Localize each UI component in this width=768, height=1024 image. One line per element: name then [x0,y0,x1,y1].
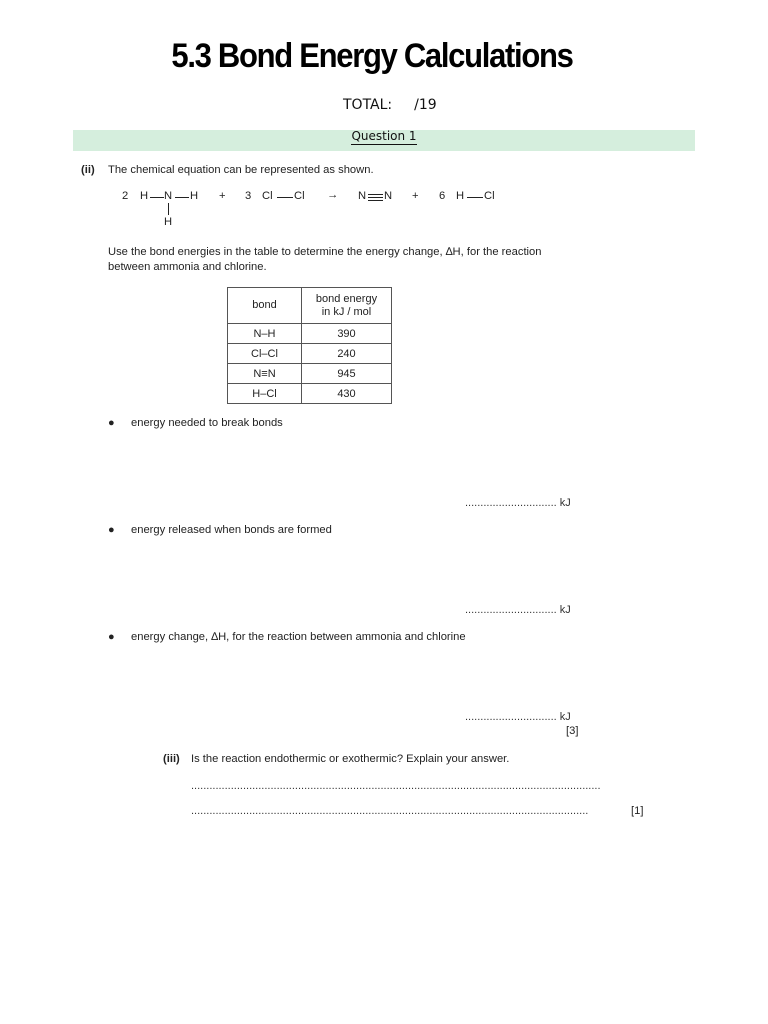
bullet-icon: ● [108,417,115,429]
question-label-text: Question 1 [351,129,417,143]
eq-n-right: N [384,190,393,202]
eq-hcl-cl: Cl [484,190,495,202]
eq-cl-right: Cl [294,190,305,202]
eq-n-left: N [358,190,367,202]
eq-plus: + [219,190,226,202]
table-header-energy-line2: in kJ / mol [321,305,372,318]
table-row [228,384,392,404]
bond-line [175,197,189,198]
part-ii-number: (ii) [81,164,95,176]
table-cell-energy: 240 [302,344,392,364]
instruction-line-2: between ammonia and chlorine. [108,261,267,273]
answer-line-form-bonds[interactable]: .............................. kJ [465,604,571,616]
table-row [228,344,392,364]
total-label: TOTAL: [343,97,393,113]
eq-coef-ammonia: 2 [122,190,129,202]
answer-line-break-bonds[interactable]: .............................. kJ [465,497,571,509]
bond-line [150,197,164,198]
triple-bond-line [368,200,383,201]
table-cell-bond: H–Cl [228,384,302,404]
table-cell-energy: 390 [302,324,392,344]
bullet-text-break-bonds: energy needed to break bonds [131,417,283,429]
total-score [343,97,437,113]
part-iii-number: (iii) [163,753,180,765]
eq-plus: + [412,190,419,202]
bullet-icon: ● [108,524,115,536]
bond-line [277,197,293,198]
table-cell-energy: 430 [302,384,392,404]
table-header-bond: bond [228,288,302,324]
instruction-line-1: Use the bond energies in the table to determine the energy change, ∆H, for the reaction [108,246,542,258]
table-row [228,324,392,344]
bullet-text-energy-change: energy change, ∆H, for the reaction between ammonia and chlorine [131,631,466,643]
part-iii-question: Is the reaction endothermic or exothermic? Explain your answer. [191,753,510,765]
table-header-energy [302,288,392,324]
eq-ammonia-h-right: H [190,190,199,202]
table-cell-energy: 945 [302,364,392,384]
table-header-energy-line1: bond energy [315,292,378,305]
question-label [73,129,695,145]
total-marks: /19 [414,97,437,113]
bond-energy-table [227,287,392,404]
eq-ammonia-h-below: H [164,216,173,228]
eq-coef-chlorine: 3 [245,190,252,202]
triple-bond-line [368,197,383,198]
eq-ammonia-n: N [164,190,173,202]
answer-line-energy-change[interactable]: .............................. kJ [465,711,571,723]
part-ii-intro: The chemical equation can be represented as shown. [108,164,374,176]
table-cell-bond: Cl–Cl [228,344,302,364]
marks-part-ii: [3] [566,725,579,737]
bullet-icon: ● [108,631,115,643]
eq-coef-hcl: 6 [439,190,446,202]
page-title: 5.3 Bond Energy Calculations [171,35,573,76]
table-header-row [228,288,392,324]
table-cell-bond: N–H [228,324,302,344]
eq-hcl-h: H [456,190,465,202]
bond-line [467,197,483,198]
answer-line-part-iii-2[interactable]: .................................................................................................................................. [191,805,589,817]
table-cell-bond: N≡N [228,364,302,384]
bond-line-vertical [168,203,169,215]
eq-ammonia-h-left: H [140,190,149,202]
bullet-text-form-bonds: energy released when bonds are formed [131,524,332,536]
triple-bond-line [368,194,383,195]
marks-part-iii: [1] [631,805,644,817]
eq-cl-left: Cl [262,190,273,202]
table-row [228,364,392,384]
eq-arrow: → [327,189,339,201]
answer-line-part-iii-1[interactable]: ...................................................................................................................................... [191,780,601,792]
